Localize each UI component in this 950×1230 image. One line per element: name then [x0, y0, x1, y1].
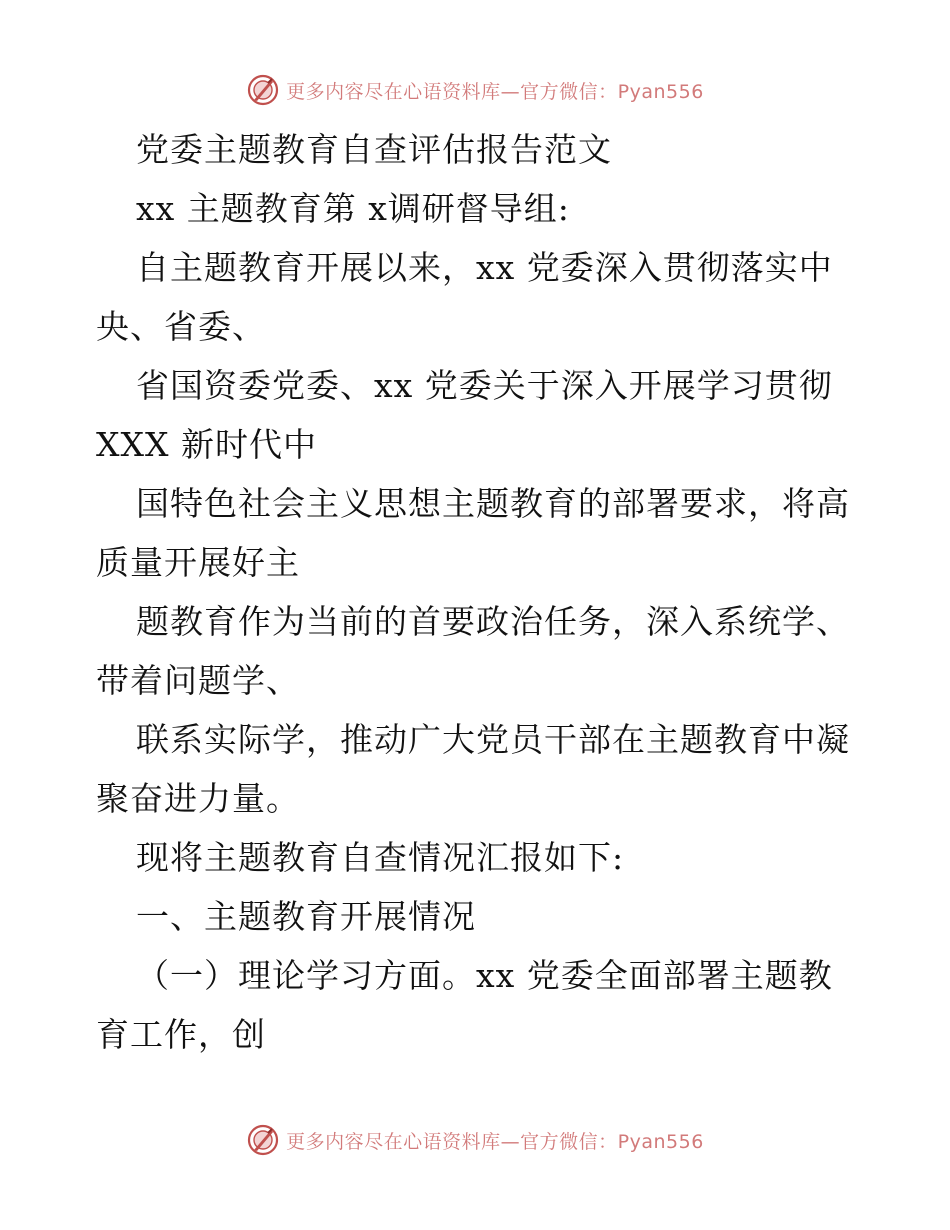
document-line: 质量开展好主 [96, 543, 300, 582]
document-line: 党委主题教育自查评估报告范文 [136, 130, 612, 169]
document-line: （一）理论学习方面。xx 党委全面部署主题教 [136, 956, 833, 995]
watermark-text: 更多内容尽在心语资料库—官方微信：Pyan556 [286, 1130, 704, 1153]
document-line: XXX 新时代中 [96, 425, 317, 464]
document-line: 省国资委党委、xx 党委关于深入开展学习贯彻 [136, 366, 833, 405]
document-line: 带着问题学、 [96, 661, 300, 700]
document-line: 国特色社会主义思想主题教育的部署要求，将高 [136, 484, 850, 523]
document-line: 现将主题教育自查情况汇报如下: [136, 838, 625, 877]
quill-logo-icon [246, 73, 280, 107]
document-line: xx 主题教育第 x调研督导组: [136, 189, 570, 228]
document-line: 自主题教育开展以来，xx 党委深入贯彻落实中 [136, 248, 833, 287]
watermark-header [0, 68, 950, 112]
quill-logo-icon [246, 1123, 280, 1157]
watermark-footer [0, 1118, 950, 1162]
document-line: 联系实际学，推动广大党员干部在主题教育中凝 [136, 720, 850, 759]
document-body [96, 120, 856, 1064]
document-line: 育工作，创 [96, 1015, 266, 1054]
document-line: 聚奋进力量。 [96, 779, 300, 818]
document-line: 央、省委、 [96, 307, 266, 346]
watermark-text: 更多内容尽在心语资料库—官方微信：Pyan556 [286, 80, 704, 103]
document-line: 一、主题教育开展情况 [136, 897, 476, 936]
document-line: 题教育作为当前的首要政治任务，深入系统学、 [136, 602, 850, 641]
